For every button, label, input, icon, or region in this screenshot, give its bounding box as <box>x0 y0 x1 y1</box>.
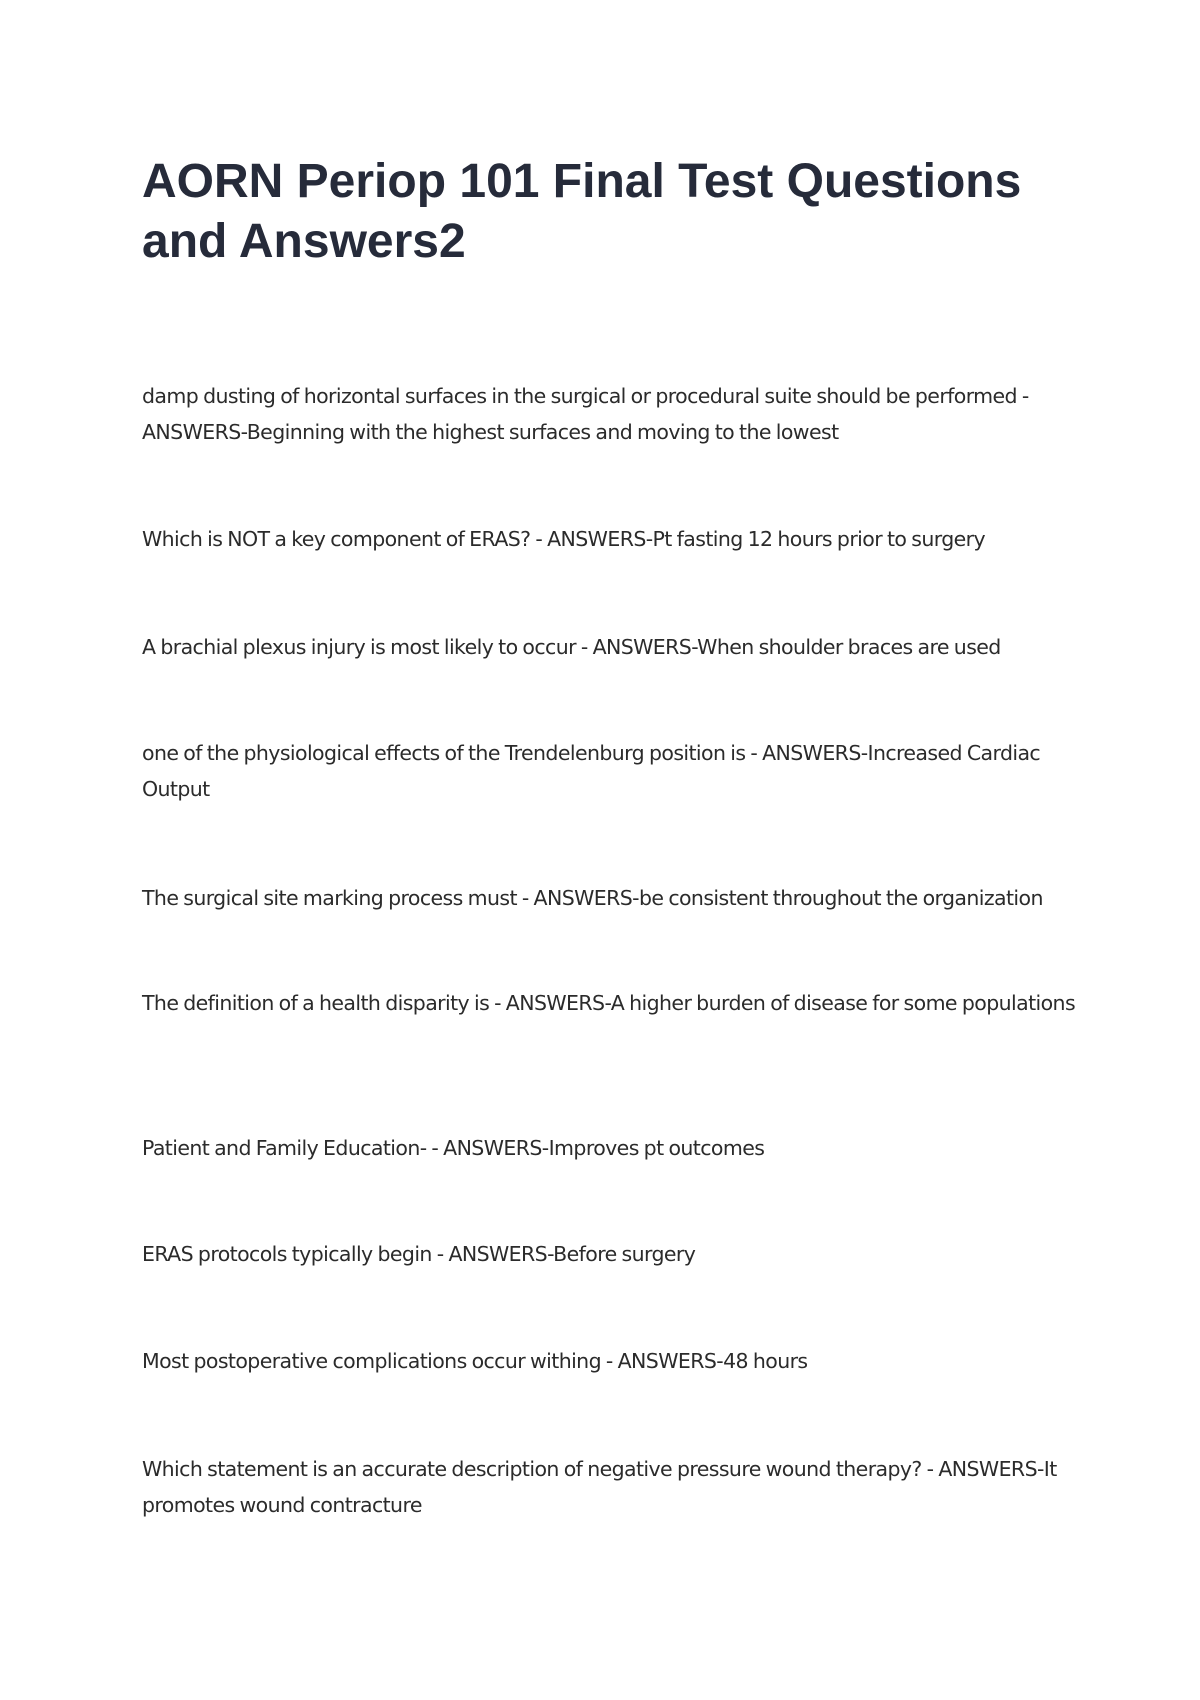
qa-item-7: Patient and Family Education- - ANSWERS-Improves pt outcomes <box>142 1136 765 1160</box>
qa-item-8: ERAS protocols typically begin - ANSWERS-Before surgery <box>142 1242 696 1266</box>
qa-item-2: Which is NOT a key component of ERAS? - ANSWERS-Pt fasting 12 hours prior to surgery <box>142 527 985 551</box>
qa-item-6: The definition of a health disparity is - ANSWERS-A higher burden of disease for some populations <box>142 991 1076 1015</box>
qa-item-9: Most postoperative complications occur withing - ANSWERS-48 hours <box>142 1349 808 1373</box>
qa-item-3: A brachial plexus injury is most likely to occur - ANSWERS-When shoulder braces are used <box>142 635 1001 659</box>
qa-item-4: one of the physiological effects of the Trendelenburg position is - ANSWERS-Increased Cardiac Output <box>142 741 1041 801</box>
qa-item-5: The surgical site marking process must - ANSWERS-be consistent throughout the organization <box>142 886 1043 910</box>
page-title: AORN Periop 101 Final Test Questions and Answers2 <box>142 155 1022 268</box>
qa-item-10: Which statement is an accurate description of negative pressure wound therapy? - ANSWERS-It promotes wound contracture <box>142 1457 1057 1517</box>
qa-item-1: damp dusting of horizontal surfaces in the surgical or procedural suite should be performed - ANSWERS-Beginning with the highest surfaces and moving to the lowest <box>142 384 1029 444</box>
